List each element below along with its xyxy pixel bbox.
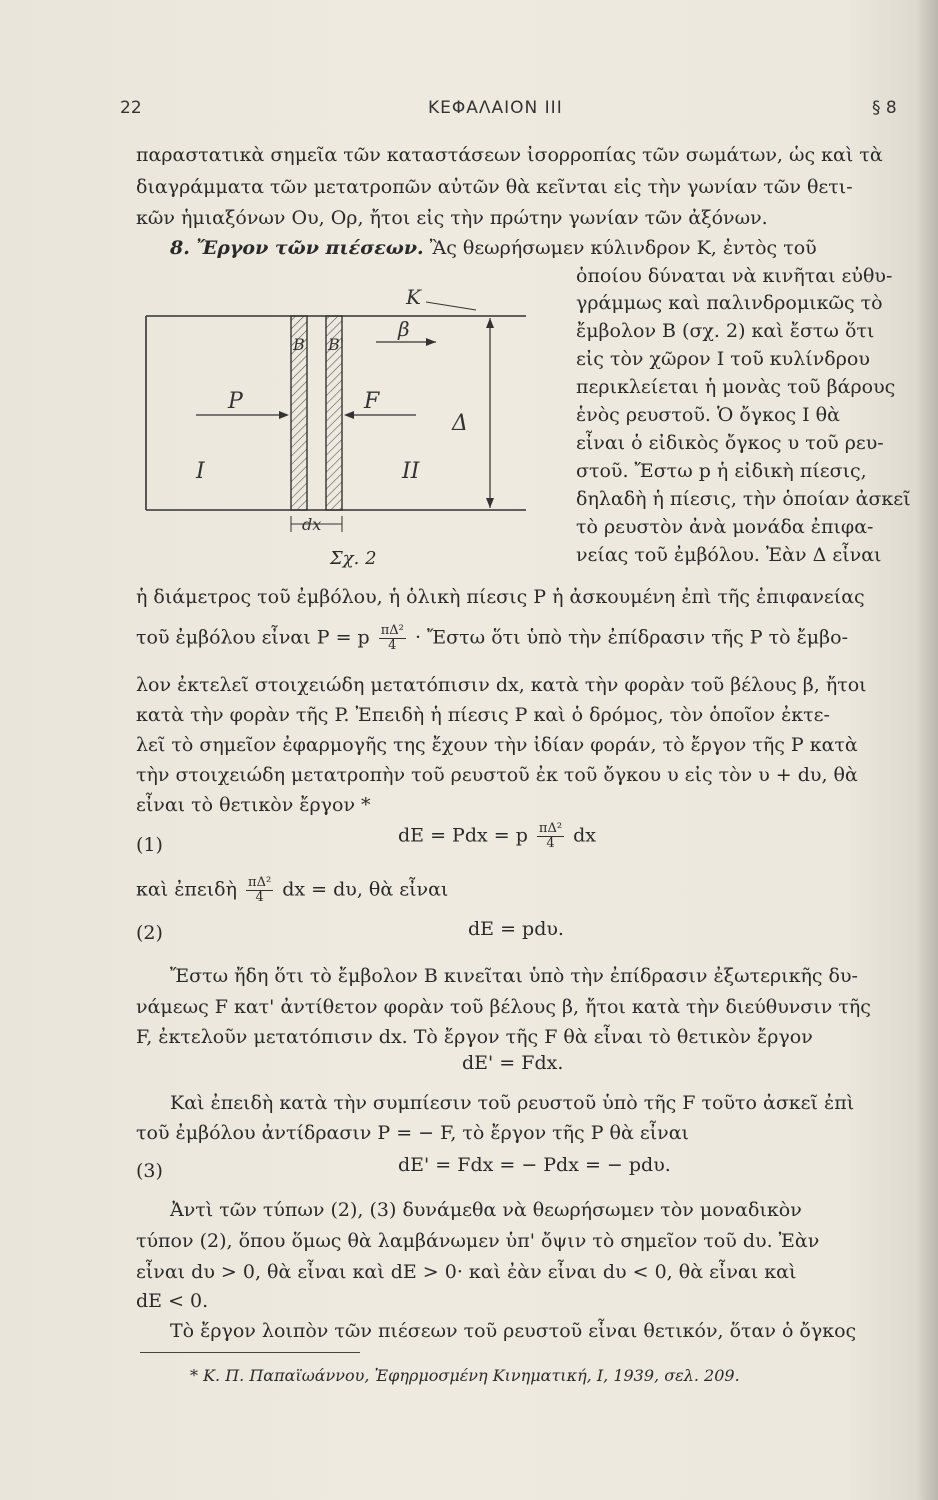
- piston-cylinder-figure: [136, 280, 576, 580]
- fraction-numerator: πΔ²: [380, 623, 404, 638]
- K-leader: [426, 302, 476, 310]
- body-line-3: λον ἐκτελεῖ στοιχειώδη μετατόπισιν dx, κατὰ τὴν φορὰν τοῦ βέλους β, ἤτοι: [136, 674, 867, 696]
- P-arrow-head: [279, 411, 289, 419]
- wrap-line-9: δηλαδὴ ἡ πίεσις, τὴν ὁποίαν ἀσκεῖ: [576, 488, 911, 510]
- beta-arrow-head: [426, 338, 436, 346]
- label-beta: β: [398, 317, 410, 341]
- intro-line-3: κῶν ἡμιαξόνων Ου, Ορ, ἤτοι εἰς τὴν πρώτην γωνίαν τῶν ἀξόνων.: [136, 207, 768, 229]
- next-line-1: Καὶ ἐπειδὴ κατὰ τὴν συμπίεσιν τοῦ ρευστοῦ ὑπὸ τῆς F τοῦτο ἀσκεῖ ἐπὶ: [170, 1092, 855, 1114]
- label-dx: dx: [302, 515, 322, 534]
- equation-3: dE' = Fdx = − Pdx = − pdυ.: [398, 1154, 671, 1176]
- intro-line-1: παραστατικὰ σημεῖα τῶν καταστάσεων ἰσορροπίας τῶν σωμάτων, ὡς καὶ τὰ: [136, 144, 883, 166]
- wrap-line-7: εἶναι ὁ εἰδικὸς ὄγκος υ τοῦ ρευ-: [576, 432, 884, 454]
- intro-line-2: διαγράμματα τῶν μετατροπῶν αὐτῶν θὰ κεῖνται εἰς τὴν γωνίαν τῶν θετι-: [136, 176, 853, 198]
- wrap-line-11: νείας τοῦ ἐμβόλου. Ἐὰν Δ εἶναι: [576, 544, 882, 566]
- body-line-5: λεῖ τὸ σημεῖον ἐφαρμογῆς της ἔχουν τὴν ἰδίαν φοράν, τὸ ἔργον τῆς P κατὰ: [136, 734, 858, 756]
- footnote: * Κ. Π. Παπαϊωάννου, Ἐφηρμοσμένη Κινηματική, I, 1939, σελ. 209.: [190, 1366, 740, 1385]
- label-B-prime: B': [328, 335, 345, 354]
- body-line-2a: τοῦ ἐμβόλου εἶναι P = p: [136, 626, 370, 649]
- body-line-6: τὴν στοιχειώδη μετατροπὴν τοῦ ρευστοῦ ἐκ τοῦ ὄγκου υ εἰς τὸν υ + dυ, θὰ: [136, 764, 858, 786]
- wrap-line-6: ἑνὸς ρευστοῦ. Ὁ ὄγκος Ι θὰ: [576, 404, 840, 426]
- kai-epeidi-line: [136, 876, 906, 905]
- running-title: ΚΕΦΑΛΑΙΟΝ III: [428, 98, 563, 118]
- wrap-line-8: στοῦ. Ἔστω p ἡ εἰδικὴ πίεσις,: [576, 460, 867, 482]
- kai-epeidi-b: dx = dυ, θὰ εἶναι: [282, 878, 449, 901]
- kai-epeidi-denominator: 4: [255, 890, 264, 905]
- wrap-line-10: τὸ ρευστὸν ἀνὰ μονάδα ἐπιφα-: [576, 516, 874, 538]
- label-P: P: [228, 389, 243, 414]
- wrap-line-4: εἰς τὸν χῶρον Ι τοῦ κυλίνδρου: [576, 348, 870, 370]
- label-F: F: [364, 389, 380, 414]
- other-line-2: τύπον (2), ὅπου ὅμως θὰ λαμβάνωμεν ὑπ' ὄψιν τὸ σημεῖον τοῦ dυ. Ἐὰν: [136, 1230, 820, 1252]
- other-line-1: Ἀντὶ τῶν τύπων (2), (3) δυνάμεθα νὰ θεωρήσωμεν τὸν μοναδικὸν: [170, 1199, 802, 1221]
- last-line: Τὸ ἔργον λοιπὸν τῶν πιέσεων τοῦ ρευστοῦ εἶναι θετικόν, ὅταν ὁ ὄγκος: [170, 1320, 857, 1342]
- wrap-line-1: ὁποίου δύναται νὰ κινῆται εὐθυ-: [576, 265, 893, 287]
- body-line-1: ἡ διάμετρος τοῦ ἐμβόλου, ἡ ὁλικὴ πίεσις P ἡ ἀσκουμένη ἐπὶ τῆς ἐπιφανείας: [136, 586, 865, 608]
- label-Delta: Δ: [452, 411, 468, 436]
- fraction-pi-delta: [379, 624, 406, 653]
- diameter-arrow-bottom: [486, 498, 494, 508]
- equation-2-label: (2): [136, 922, 163, 944]
- section-first-line: Ἂς θεωρήσωμεν κύλινδρον Κ, ἐντὸς τοῦ: [429, 237, 817, 259]
- label-II: II: [402, 459, 420, 484]
- other-line-3: εἶναι dυ > 0, θὰ εἶναι καὶ dE > 0· καὶ ἐὰν εἶναι dυ < 0, θὰ εἶναι καὶ: [136, 1261, 797, 1283]
- section-marker: § 8: [872, 98, 897, 118]
- equation-1-left: dE = Pdx = p: [398, 824, 528, 847]
- fraction-denominator: 4: [388, 638, 397, 653]
- figure-caption: Σχ. 2: [330, 548, 377, 569]
- label-K: K: [406, 285, 421, 309]
- equation-1-fraction: [537, 822, 564, 851]
- section-heading-line: [170, 235, 938, 261]
- equation-2: dE = pdυ.: [468, 918, 564, 940]
- equation-1-label: (1): [136, 834, 163, 856]
- equation-3-label: (3): [136, 1160, 163, 1182]
- middle-line-1: Ἔστω ἤδη ὅτι τὸ ἔμβολον B κινεῖται ὑπὸ τὴν ἐπίδρασιν ἐξωτερικῆς δυ-: [170, 965, 858, 987]
- wrap-line-3: ἔμβολον Β (σχ. 2) καὶ ἔστω ὅτι: [576, 320, 875, 342]
- wrap-line-5: περικλείεται ἡ μονὰς τοῦ βάρους: [576, 376, 896, 398]
- page-number: 22: [120, 98, 142, 118]
- F-arrow-head: [344, 411, 354, 419]
- equation-1-right: dx: [573, 824, 596, 847]
- diameter-arrow-top: [486, 318, 494, 328]
- kai-epeidi-fraction: [246, 876, 273, 905]
- body-line-2b: · Ἔστω ὅτι ὑπὸ τὴν ἐπίδρασιν τῆς P τὸ ἔμβο-: [414, 626, 848, 649]
- page-spine-shadow: [916, 0, 938, 1500]
- middle-line-2: νάμεως F κατ' ἀντίθετον φορὰν τοῦ βέλους β, ἤτοι κατὰ τὴν διεύθυνσιν τῆς: [136, 996, 871, 1018]
- equation-1: [398, 822, 596, 851]
- next-line-2: τοῦ ἐμβόλου ἀντίδρασιν P = − F, τὸ ἔργον τῆς P θὰ εἶναι: [136, 1122, 689, 1144]
- body-line-4: κατὰ τὴν φορὰν τῆς P. Ἐπειδὴ ἡ πίεσις P καὶ ὁ δρόμος, τὸν ὁποῖον ἐκτε-: [136, 704, 830, 726]
- body-line-7: εἶναι τὸ θετικὸν ἔργον *: [136, 794, 371, 816]
- section-heading: 8. Ἔργον τῶν πιέσεων.: [170, 237, 424, 259]
- footnote-rule: [140, 1352, 360, 1353]
- middle-line-3: F, ἐκτελοῦν μετατόπισιν dx. Τὸ ἔργον τῆς F θὰ εἶναι τὸ θετικὸν ἔργον: [136, 1026, 813, 1048]
- body-line-2: [136, 624, 906, 653]
- equation-1-denominator: 4: [546, 836, 555, 851]
- equation-1-numerator: πΔ²: [538, 821, 563, 836]
- label-I: I: [196, 459, 205, 484]
- other-line-4: dE < 0.: [136, 1290, 209, 1312]
- equation-work-F: dE' = Fdx.: [462, 1052, 564, 1074]
- kai-epeidi-numerator: πΔ²: [248, 875, 272, 890]
- label-B: B: [293, 335, 305, 354]
- kai-epeidi-a: καὶ ἐπειδὴ: [136, 878, 237, 901]
- wrap-line-2: γράμμως καὶ παλινδρομικῶς τὸ: [576, 292, 883, 314]
